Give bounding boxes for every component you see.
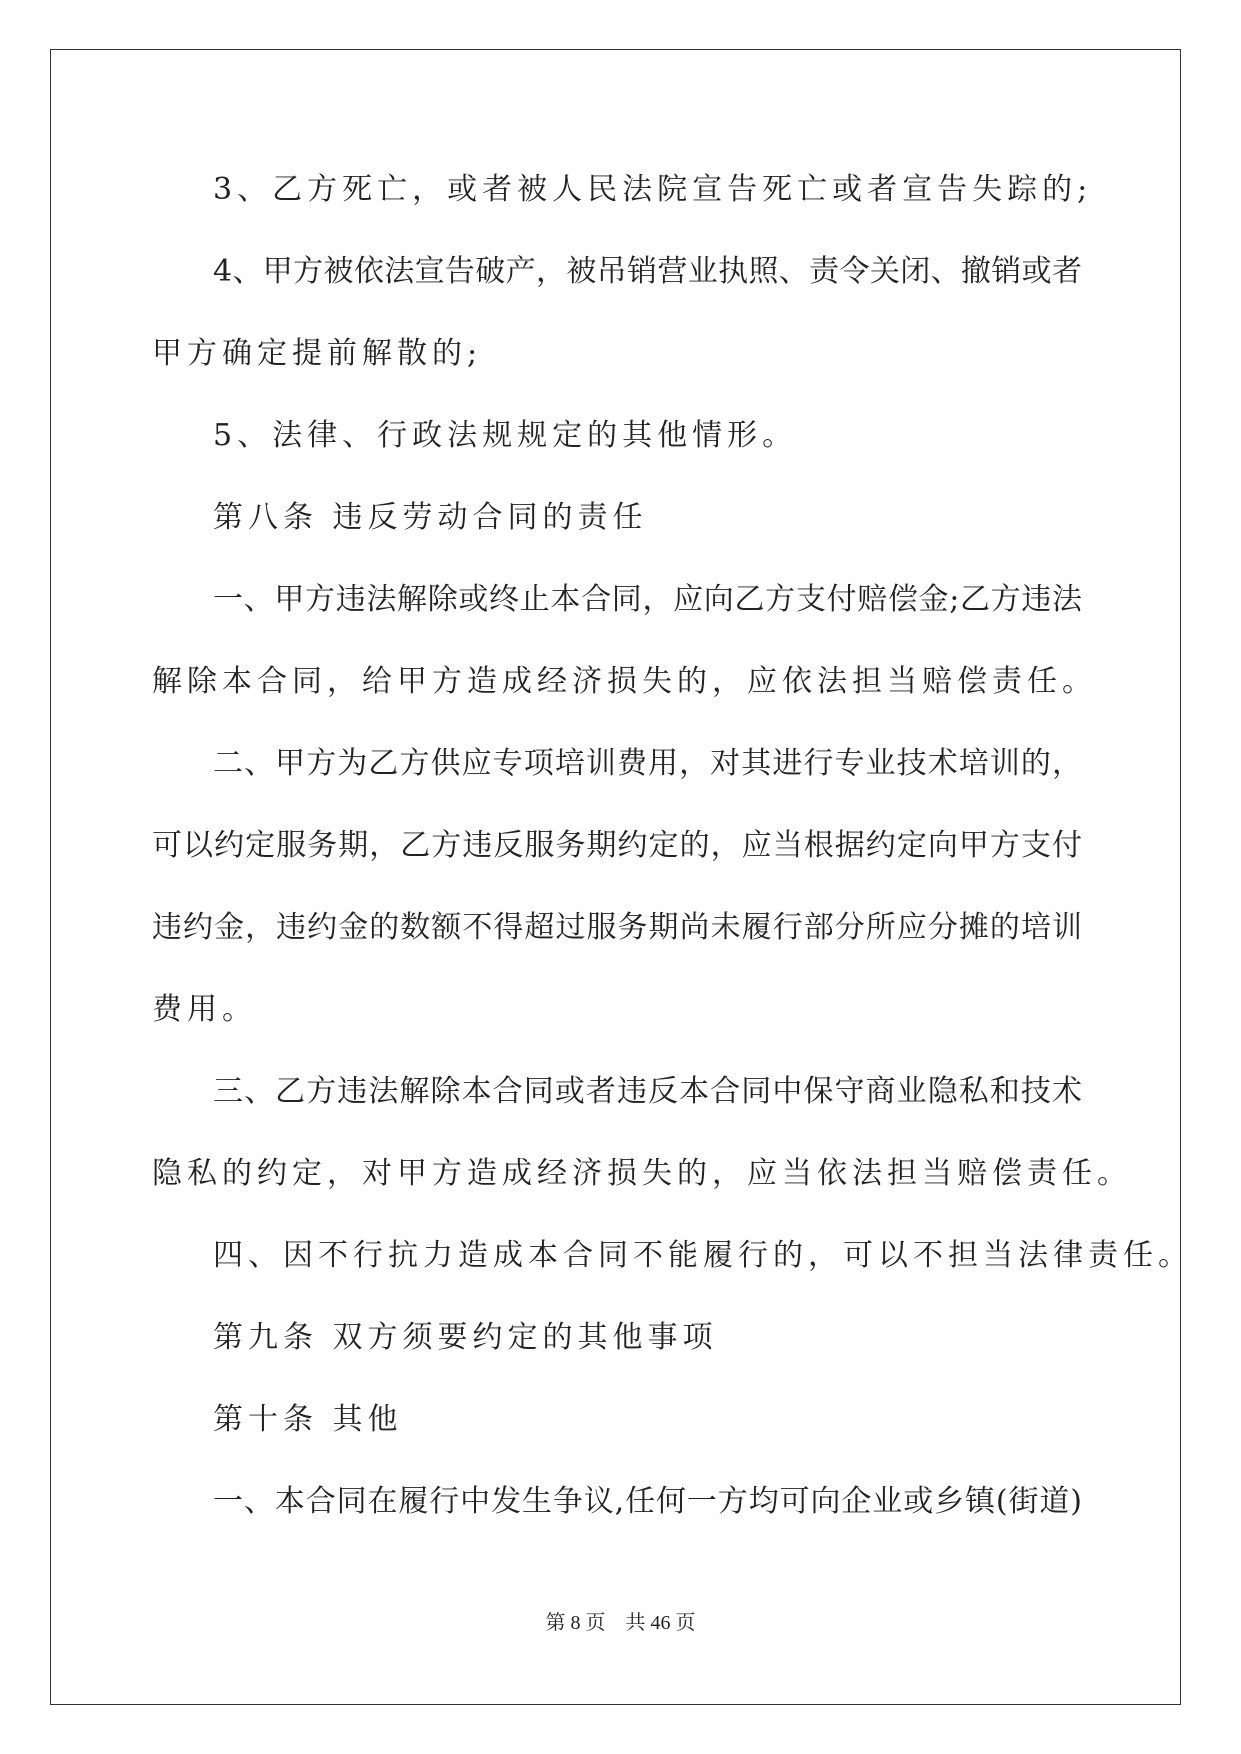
page-number-footer: 第 8 页 共 46 页: [545, 1612, 696, 1634]
paragraph-line-12: 三、乙方违法解除本合同或者违反本合同中保守商业隐私和技术: [213, 1074, 1082, 1109]
paragraph-line-6: 一、甲方违法解除或终止本合同，应向乙方支付赔偿金;乙方违法: [213, 582, 1082, 617]
paragraph-line-3: 甲方确定提前解散的;: [152, 336, 483, 371]
article-heading-8: 第八条 违反劳动合同的责任: [213, 500, 648, 535]
paragraph-line-9: 可以约定服务期，乙方违反服务期约定的，应当根据约定向甲方支付: [152, 828, 1082, 863]
paragraph-line-2: 4、甲方被依法宣告破产，被吊销营业执照、责令关闭、撤销或者: [213, 254, 1082, 289]
paragraph-line-10: 违约金，违约金的数额不得超过服务期尚未履行部分所应分摊的培训: [152, 910, 1082, 945]
page-border: [50, 49, 1193, 1705]
paragraph-line-17: 一、本合同在履行中发生争议,任何一方均可向企业或乡镇(街道): [213, 1484, 1082, 1519]
paragraph-line-14: 四、因不行抗力造成本合同不能履行的，可以不担当法律责任。: [213, 1238, 1193, 1273]
paragraph-line-13: 隐私的约定，对甲方造成经济损失的，应当依法担当赔偿责任。: [152, 1156, 1132, 1191]
paragraph-line-11: 费用。: [152, 992, 257, 1027]
paragraph-line-7: 解除本合同，给甲方造成经济损失的，应依法担当赔偿责任。: [152, 664, 1097, 699]
article-heading-10: 第十条 其他: [213, 1402, 403, 1437]
paragraph-line-8: 二、甲方为乙方供应专项培训费用，对其进行专业技术培训的，: [213, 746, 1082, 781]
paragraph-line-1: 3、乙方死亡，或者被人民法院宣告死亡或者宣告失踪的;: [213, 172, 1093, 207]
article-heading-9: 第九条 双方须要约定的其他事项: [213, 1320, 718, 1355]
paragraph-line-4: 5、法律、行政法规规定的其他情形。: [213, 418, 798, 453]
